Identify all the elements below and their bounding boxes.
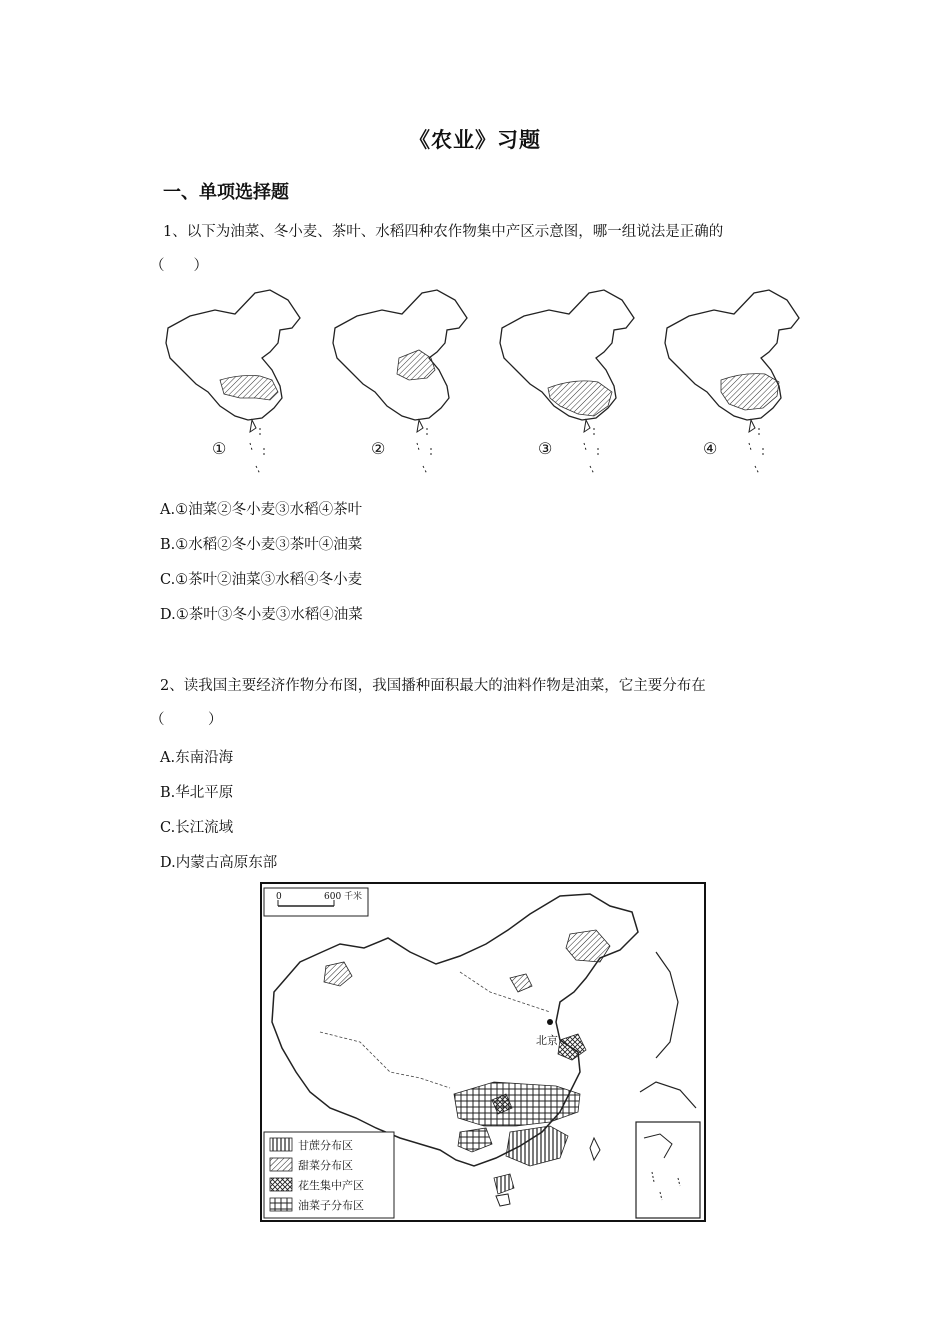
- q1-option-b[interactable]: B.①水稻②冬小麦③茶叶④油菜: [160, 537, 363, 553]
- question-2-text: 2、读我国主要经济作物分布图，我国播种面积最大的油料作物是油菜，它主要分布在: [160, 678, 706, 694]
- q2-option-d[interactable]: D.内蒙古高原东部: [160, 855, 278, 871]
- scale-end: 600 千米: [324, 892, 363, 902]
- map-3-label: ③: [538, 439, 553, 458]
- q2-option-c[interactable]: C.长江流域: [160, 820, 234, 836]
- question-1-text: 1、以下为油菜、冬小麦、茶叶、水稻四种农作物集中产区示意图，哪一组说法是正确的: [163, 224, 724, 240]
- china-map-2: [327, 288, 477, 480]
- legend-rapeseed: 油菜子分布区: [298, 1199, 364, 1212]
- china-map-1: [160, 288, 310, 480]
- map-1-label: ①: [212, 439, 227, 458]
- q2-option-a[interactable]: A.东南沿海: [160, 750, 234, 766]
- legend-peanut: 花生集中产区: [298, 1179, 364, 1192]
- china-map-4: [659, 288, 809, 480]
- scale-start: 0: [276, 892, 282, 902]
- crop-distribution-map: [260, 882, 706, 1222]
- map-4-label: ④: [703, 439, 718, 458]
- section-heading: 一、单项选择题: [163, 182, 289, 203]
- q2-option-b[interactable]: B.华北平原: [160, 785, 234, 801]
- question-2-bracket: （ ）: [150, 712, 223, 728]
- q1-option-d[interactable]: D.①茶叶③冬小麦③水稻④油菜: [160, 607, 363, 623]
- china-map-3: [494, 288, 644, 480]
- q1-option-c[interactable]: C.①茶叶②油菜③水稻④冬小麦: [160, 572, 363, 588]
- legend-sugarbeet: 甜菜分布区: [298, 1159, 353, 1172]
- page-title: 《农业》习题: [409, 128, 541, 152]
- beijing-label: 北京: [536, 1034, 558, 1047]
- q1-option-a[interactable]: A.①油菜②冬小麦③水稻④茶叶: [160, 502, 363, 518]
- legend-sugarcane: 甘蔗分布区: [298, 1139, 353, 1152]
- question-1-bracket: （ ）: [150, 258, 208, 274]
- map-2-label: ②: [371, 439, 386, 458]
